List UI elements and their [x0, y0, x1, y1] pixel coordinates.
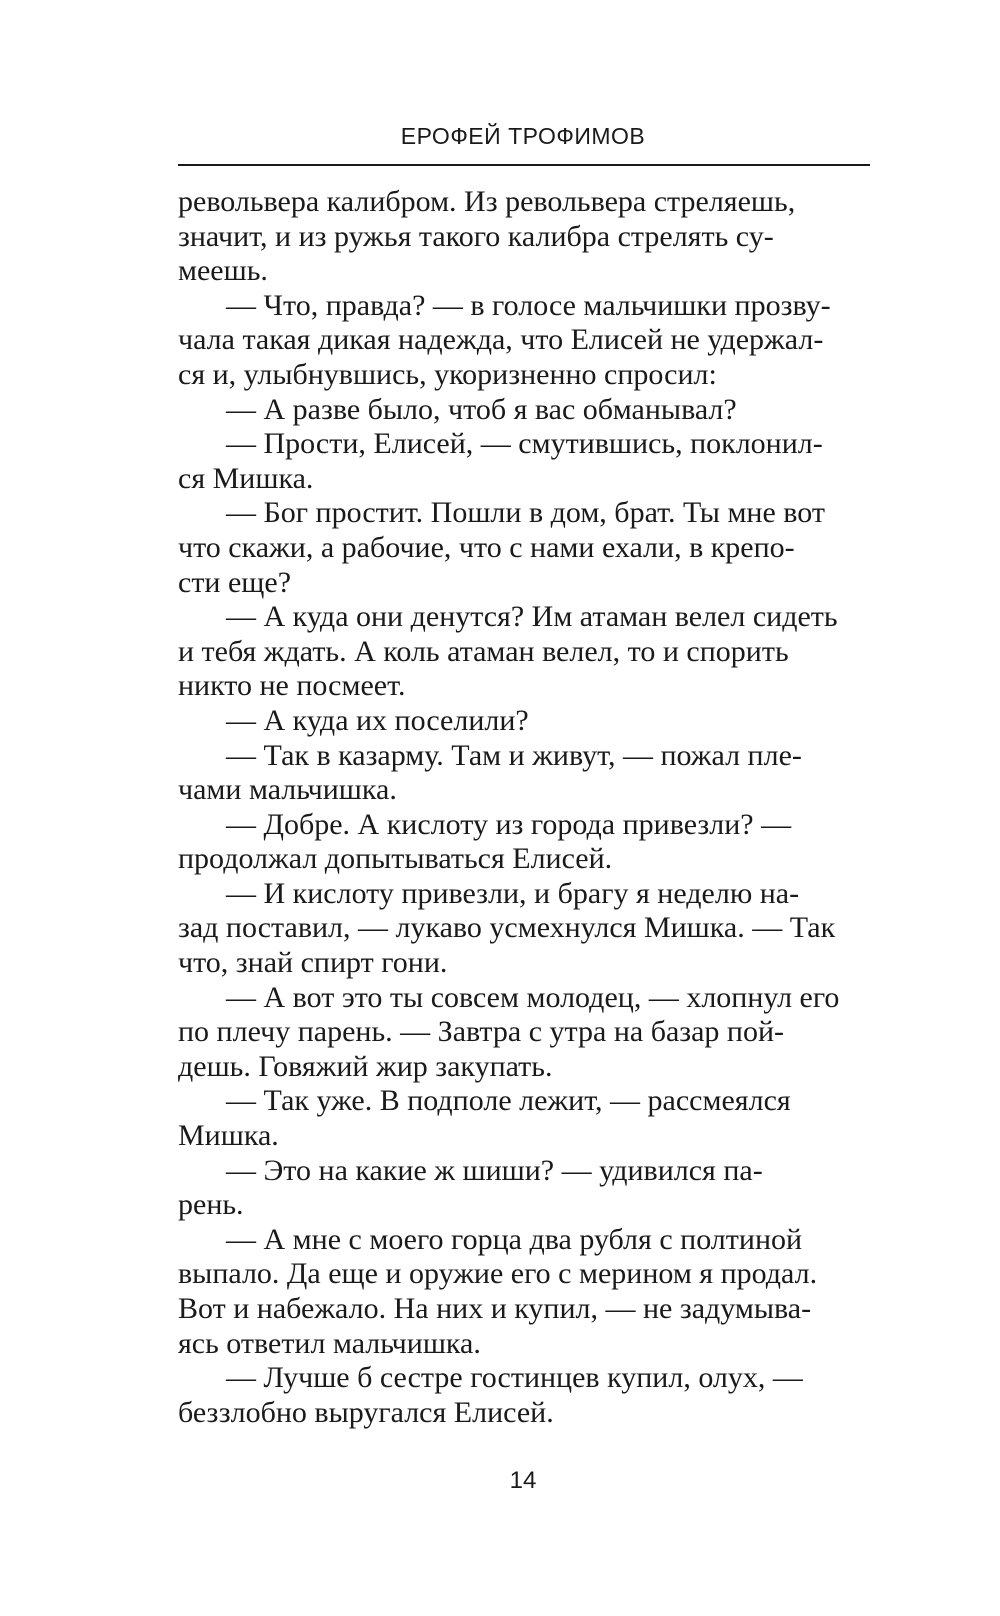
text-line: что скажи, а рабочие, что с нами ехали, в крепо- [178, 530, 795, 564]
text-line: выпало. Да еще и оружие его с мерином я продал. [178, 1257, 818, 1291]
text-line: Мишка. [178, 1119, 279, 1153]
text-line: продолжал допытываться Елисей. [178, 842, 613, 876]
text-line: ся и, улыбнувшись, укоризненно спросил: [178, 357, 717, 391]
text-line: зад поставил, — лукаво усмехнулся Мишка. — Так [178, 911, 836, 945]
text-line: беззлобно выругался Елисей. [178, 1395, 554, 1429]
text-line: ясь ответил мальчишка. [178, 1326, 481, 1360]
body-text [178, 185, 870, 1430]
text-line: — Это на какие ж шиши? — удивился па- [226, 1153, 763, 1187]
text-line: — Прости, Елисей, — смутившись, поклонил- [226, 427, 823, 461]
text-line: — Бог простит. Пошли в дом, брат. Ты мне вот [226, 496, 825, 530]
text-line: — Так уже. В подполе лежит, — рассмеялся [226, 1084, 791, 1118]
text-line: — Так в казарму. Там и живут, — пожал пле- [226, 738, 802, 772]
text-line: — Лучше б сестре гостинцев купил, олух, — [226, 1361, 803, 1395]
text-line: по плечу парень. — Завтра с утра на базар пой- [178, 1015, 785, 1049]
text-line: что, знай спирт гони. [178, 946, 448, 980]
text-line: — И кислоту привезли, и брагу я неделю на- [226, 876, 800, 910]
text-line: Вот и набежало. На них и купил, — не задумыва- [178, 1292, 812, 1325]
text-line: чами мальчишка. [178, 773, 397, 807]
text-line: — Что, правда? — в голосе мальчишки прозву- [226, 288, 831, 322]
text-line: сти еще? [178, 565, 292, 599]
text-line: — А куда их поселили? [226, 703, 529, 737]
text-line: — Добре. А кислоту из города привезли? — [226, 807, 792, 841]
text-line: меешь. [178, 254, 268, 288]
text-line: — А куда они денутся? Им атаман велел сидеть [226, 600, 838, 634]
text-line: значит, и из ружья такого калибра стрелять су- [178, 219, 774, 253]
text-line: никто не посмеет. [178, 669, 406, 703]
header-rule [178, 164, 870, 166]
text-line: — А вот это ты совсем молодец, — хлопнул его [226, 980, 840, 1014]
text-line: — А мне с моего горца два рубля с полтиной [226, 1222, 803, 1256]
page-number: 14 [509, 1467, 537, 1494]
text-line: револьвера калибром. Из револьвера стреляешь, [178, 185, 796, 218]
running-head: ЕРОФЕЙ ТРОФИМОВ [400, 123, 646, 149]
text-line: чала такая дикая надежда, что Елисей не удержал- [178, 323, 824, 357]
text-line: дешь. Говяжий жир закупать. [178, 1049, 553, 1083]
text-line: — А разве было, чтоб я вас обманывал? [226, 392, 737, 426]
text-line: ся Мишка. [178, 461, 314, 495]
text-line: рень. [178, 1188, 244, 1222]
text-line: и тебя ждать. А коль атаман велел, то и спорить [178, 634, 789, 668]
